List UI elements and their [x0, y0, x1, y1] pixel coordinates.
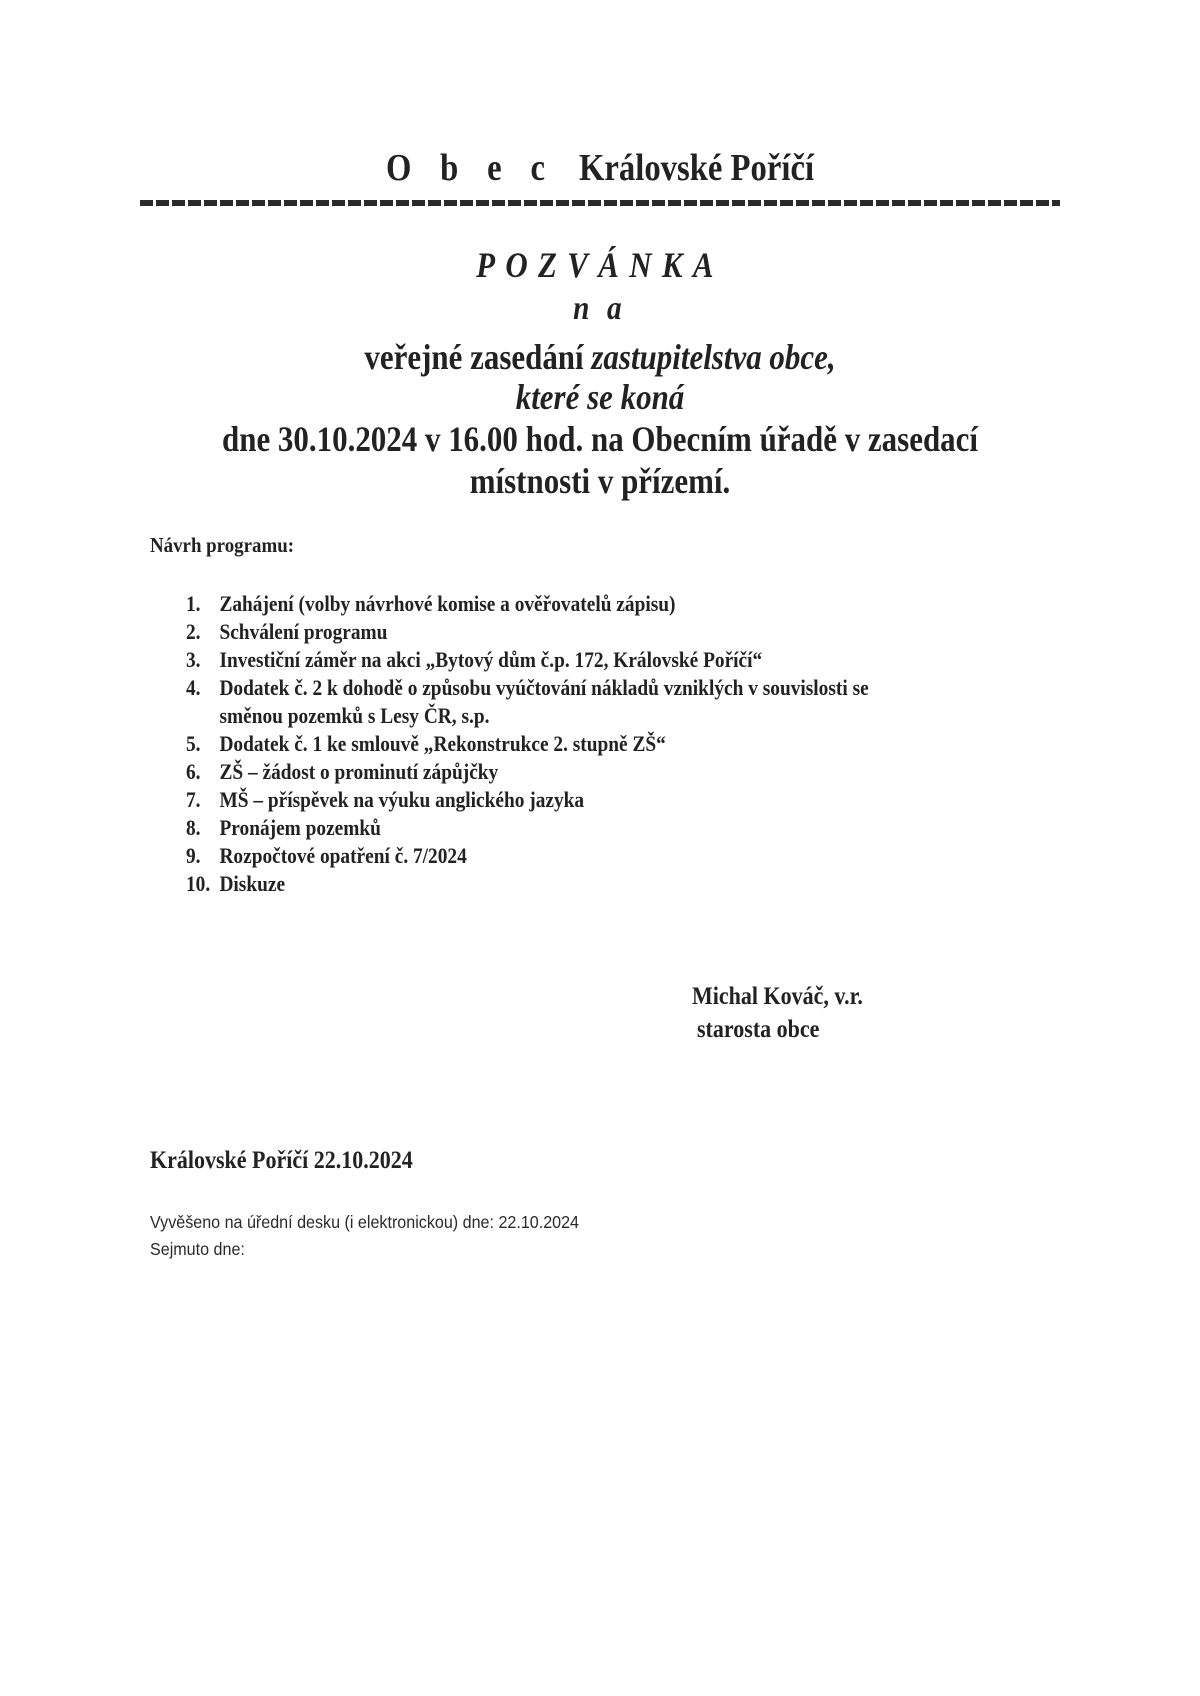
meeting-location-line: místnosti v přízemí. — [469, 461, 731, 501]
agenda-item-text-continuation: směnou pozemků s Lesy ČR, s.p. — [219, 703, 490, 728]
agenda-label: Návrh programu: — [150, 533, 295, 557]
agenda-list — [186, 590, 978, 898]
agenda-item-text: Rozpočtové opatření č. 7/2024 — [219, 843, 467, 868]
agenda-item — [186, 870, 978, 898]
intro-line-1-italic: zastupitelstva obce, — [591, 337, 836, 377]
agenda-item-text: Investiční záměr na akci „Bytový dům č.p. 172, Královské Poříčí“ — [219, 647, 763, 672]
agenda-item-text: MŠ – příspěvek na výuku anglického jazyka — [219, 787, 585, 812]
agenda-item — [186, 758, 978, 786]
heading-obec: O b e c — [385, 147, 556, 189]
agenda-item-number: 4. — [186, 675, 201, 700]
dashed-separator — [140, 200, 1060, 206]
meeting-datetime-line: dne 30.10.2024 v 16.00 hod. na Obecním úřadě v zasedací — [222, 419, 978, 459]
agenda-item-text: Pronájem pozemků — [219, 815, 381, 840]
place-and-date: Královské Poříčí 22.10.2024 — [150, 1147, 413, 1174]
agenda-item-number: 9. — [186, 843, 201, 868]
agenda-item-number: 7. — [186, 787, 201, 812]
agenda-item — [186, 674, 978, 730]
signer-role: starosta obce — [697, 1016, 820, 1043]
agenda-item-text: Schválení programu — [219, 619, 388, 644]
intro-line-2: které se koná — [515, 377, 685, 417]
agenda-item-number: 5. — [186, 731, 201, 756]
agenda-item-number: 10. — [186, 871, 211, 896]
agenda-item — [186, 814, 978, 842]
agenda-item — [186, 842, 978, 870]
intro-line-1 — [84, 336, 1116, 378]
document-title: POZVÁNKA — [476, 245, 724, 285]
agenda-item — [186, 646, 978, 674]
heading-municipality-name: Královské Poříčí — [578, 147, 815, 189]
agenda-item-text: Dodatek č. 1 ke smlouvě „Rekonstrukce 2. stupně ZŠ“ — [219, 731, 666, 756]
agenda-item-text: ZŠ – žádost o prominutí zápůjčky — [219, 759, 499, 784]
agenda-item-number: 3. — [186, 647, 201, 672]
agenda-item — [186, 786, 978, 814]
agenda-item-number: 8. — [186, 815, 201, 840]
intro-line-1-regular: veřejné zasedání — [364, 337, 592, 377]
agenda-item-number: 1. — [186, 591, 201, 616]
agenda-item-number: 6. — [186, 759, 201, 784]
agenda-item-text: Dodatek č. 2 k dohodě o způsobu vyúčtování nákladů vzniklých v souvislosti se — [219, 675, 869, 700]
agenda-item-text: Zahájení (volby návrhové komise a ověřovatelů zápisu) — [219, 591, 676, 616]
signer-name: Michal Kováč, v.r. — [692, 983, 863, 1010]
agenda-item-number: 2. — [186, 619, 201, 644]
agenda-item — [186, 590, 978, 618]
agenda-item-text: Diskuze — [219, 871, 286, 896]
agenda-item-text-wrap — [219, 674, 978, 730]
posted-notice: Vyvěšeno na úřední desku (i elektronickou) dne: 22.10.2024 — [150, 1212, 580, 1232]
agenda-item — [186, 730, 978, 758]
agenda-item — [186, 618, 978, 646]
intro-na: n a — [573, 290, 627, 327]
municipality-heading — [84, 146, 1116, 190]
removed-notice: Sejmuto dne: — [150, 1239, 245, 1259]
